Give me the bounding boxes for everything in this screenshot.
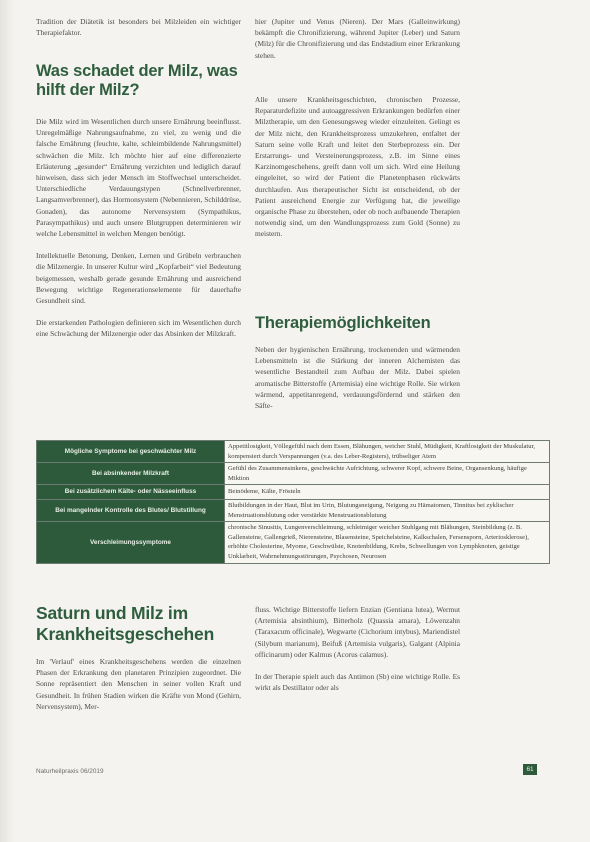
table-row bbox=[37, 499, 550, 521]
table-row-label: Bei zusätzlichem Kälte- oder Nässeeinfluss bbox=[37, 485, 225, 500]
saturn-body bbox=[36, 656, 241, 723]
right-therapy-body bbox=[255, 344, 460, 422]
table-row-label: Verschleimungssymptome bbox=[37, 522, 225, 563]
table-row-text: Appetitlosigkeit, Völlegefühl nach dem Essen, Blähungen, weicher Stuhl, Müdigkeit, Kraftlosigkeit der Muskulatur, kompensiert durch Verspannungen (v.a. des Leber-Registers), trübseliger Atem bbox=[225, 441, 550, 463]
heading-therapie: Therapiemöglichkeiten bbox=[255, 314, 431, 332]
footer-magazine: Naturheilpraxis 06/2019 bbox=[36, 768, 104, 775]
table-row bbox=[37, 441, 550, 463]
right-paragraph: Alle unsere Krankheitsgeschichten, chronischen Prozesse, Reparaturdefizite und autoaggressiven Erkrankungen bedürfen einer Milztherapie, um den Genesungsweg wieder einzuleiten. Gelingt es der Milz nicht, den Krankheitsprozess umzukehren, entfaltet der Saturn seine volle Kraft und leitet den Sterbeprozess ein. Der Erstarrungs- und Versteinerungsprozess, z.B. im Sinne eines Karzinomgeschehens, greift dann voll um sich. Wird eine Heilung eingeleitet, so wird der Patient die Planetenphasen rückwärts durchlaufen. Aus therapeutischer Sicht ist entscheidend, ob der Patient ausreichend Energie zur Verfügung hat, die jeweilige organische Phase zu überstehen, oder ob noch aufbauende Therapien notwendig sind, um den Wandlungsprozess zum Gold (Sonne) zu meistern. bbox=[255, 95, 460, 239]
left-paragraph: Die erstarkenden Pathologien definieren sich im Wesentlichen durch eine Schwächung der Milzenergie oder das Absinken der Milzkraft. bbox=[36, 318, 241, 339]
table-row-text: Beinödeme, Kälte, Frösteln bbox=[225, 485, 550, 500]
table-row-text: chronische Sinusitis, Lungenverschleimung, schleimiger weicher Stuhlgang mit Blähungen, Steinbildung (z. B. Gallensteine, Gallengrieß, Nierensteine, Blasensteine, Speichelsteine, Kalkschalen, Fersensporn, Arteriosklerose), erhöhte Cholesterine, Myome, Geschwülste, Knotenbildung, Krebs, Schwellungen von Lymphknoten, geistige Unklarheit, Wahrnehmungsstörungen, Psychosen, Neurosen bbox=[225, 522, 550, 563]
table-row bbox=[37, 463, 550, 485]
heading-milz: Was schadet der Milz, was hilft der Milz? bbox=[36, 62, 238, 99]
table-row bbox=[37, 485, 550, 500]
heading-saturn: Saturn und Milz im Krankheitsgeschehen bbox=[36, 603, 215, 644]
left-paragraph: Die Milz wird im Wesentlichen durch unsere Ernährung beeinflusst. Unregelmäßige Nahrungsaufnahme, zu viel, zu wenig und die falsche Ernährung (feuchte, kalte, schleimbildende Nahrungsmittel) schwächen die Milz. Ich möchte hier auf eine differenzierte Erläuterung „gesunder“ Ernährung verzichten und lediglich darauf hinweisen, dass sich jeder Mensch im Stoffwechsel unterscheidet. Unterschiedliche Verdauungstypen (Schnellverbrenner, Langsamverbrenner), das Hormonsystem (Nebennieren, Schilddrüse, Gonaden), das autonome Nervensystem (Sympathikus, Parasympathikus) und auch unsere Blutgruppen determinieren wir welche Lebensmittel in welchen Mengen benötigt. bbox=[36, 117, 241, 239]
left-intro-text: Tradition der Diätetik ist besonders bei Milzleiden ein wichtiger Therapiefaktor. bbox=[36, 17, 241, 38]
right-body bbox=[255, 94, 460, 251]
page-number: 61 bbox=[523, 764, 537, 775]
right-therapy-paragraph: Neben der hygienischen Ernährung, trockenenden und wärmenden Lebensmitteln ist die Stärkung der inneren Alchemisten das wesentliche Bestandteil zum Aufbau der Milz. Dabei spielen aromatische Bitterstoffe (Artemisia) eine wichtige Rolle. Sie wirken wärmend, appetitanregend, verdauungsfördernd und stärken den Säfte- bbox=[255, 345, 460, 411]
table-row-label: Mögliche Symptome bei geschwächter Milz bbox=[37, 441, 225, 463]
right-intro-text: hier (Jupiter und Venus (Nieren). Der Mars (Galleinwirkung) bekämpft die Chronifizierung, während Jupiter (Leber) und Saturn (Milz) für die Chronifizierung und das Endstadium einer Erkrankung stehen. bbox=[255, 17, 460, 60]
herbs-body bbox=[255, 604, 460, 704]
left-paragraph: Intellektuelle Betonung, Denken, Lernen und Grübeln verbrauchen die Milzenergie. In unserer Kultur wird „Kopfarbeit“ viel Bedeutung beigemessen, weshalb gerade gesunde Ernährung und ausreichend Bewegung wichtige Regenerationselemente für dauerhafte Gesundheit sind. bbox=[36, 251, 241, 306]
left-body bbox=[36, 116, 241, 351]
table-row-label: Bei absinkender Milzkraft bbox=[37, 463, 225, 485]
saturn-paragraph: Im 'Verlauf' eines Krankheitsgeschehens werden die einzelnen Phasen der Erkrankung den planetaren Prinzipien zugeordnet. Die Sonne repräsentiert den Menschen in seiner vollen Kraft und Gesundheit. In frühen Stadien wirken die Kräfte von Mond (Gehirn, Nervensystem), Mer- bbox=[36, 657, 241, 711]
right-intro bbox=[255, 16, 460, 72]
table-row-text: Gefühl des Zusammensinkens, geschwächte Aufrichtung, schwerer Kopf, schwere Beine, Organsenkung, häufige Miktion bbox=[225, 463, 550, 485]
herbs-paragraph: fluss. Wichtige Bitterstoffe liefern Enzian (Gentiana lutea), Wermut (Artemisia absinthium), Bitterholz (Quassia amara), Löwenzahn (Taraxacum officinale), Wegwarte (Cichorium intybus), Mariendistel (Silybum marianum), Beifuß (Artemisia vulgaris), Galgant (Alpinia officinarum) oder Kalmus (Acorus calamus). bbox=[255, 605, 460, 659]
table-row-text: Blutbildungen in der Haut, Blut im Urin, Blutungsneigung, Neigung zu Hämatomen, Tinnitus bei zyklischer Menstruationsblutung oder verstärkte Menstruationsblutung bbox=[225, 499, 550, 521]
symptom-table bbox=[36, 440, 550, 564]
table-row-label: Bei mangelnder Kontrolle des Blutes/ Blutstillung bbox=[37, 499, 225, 521]
herbs-paragraph: In der Therapie spielt auch das Antimon (Sb) eine wichtige Rolle. Es wirkt als Destillator oder als bbox=[255, 672, 460, 693]
table-row bbox=[37, 522, 550, 563]
page-fold-shadow bbox=[0, 0, 14, 842]
left-intro bbox=[36, 16, 241, 49]
